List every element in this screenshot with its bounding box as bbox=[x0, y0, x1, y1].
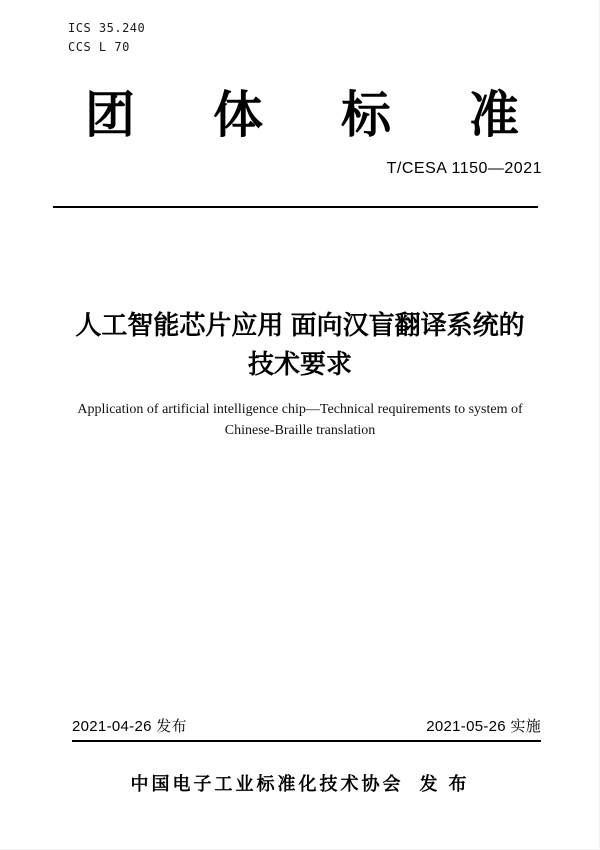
doc-type-char: 体 bbox=[213, 87, 263, 143]
doc-type-char: 准 bbox=[469, 87, 519, 143]
doc-type-char: 标 bbox=[341, 87, 391, 143]
ics-code: ICS 35.240 bbox=[68, 21, 146, 35]
document-title-en bbox=[0, 399, 600, 441]
document-title-en-line2: Chinese-Braille translation bbox=[224, 423, 376, 438]
doc-type-char: 团 bbox=[85, 87, 135, 143]
ccs-code: CCS L 70 bbox=[68, 40, 130, 54]
document-title-en-line1: Application of artificial intelligence chip—Technical requirements to system of bbox=[77, 402, 523, 417]
document-type-title bbox=[85, 88, 519, 143]
top-rule bbox=[53, 206, 538, 208]
standard-number: T/CESA 1150—2021 bbox=[386, 160, 542, 177]
document-title-zh bbox=[0, 306, 600, 384]
issue-date: 2021-04-26 发布 bbox=[72, 718, 187, 735]
document-title-zh-line1: 人工智能芯片应用 面向汉盲翻译系统的 bbox=[75, 310, 525, 340]
implementation-date: 2021-05-26 实施 bbox=[426, 718, 541, 735]
publisher-line bbox=[0, 770, 600, 796]
publisher-name: 中国电子工业标准化技术协会 bbox=[130, 774, 404, 794]
publish-label: 发 布 bbox=[419, 774, 470, 794]
bottom-rule bbox=[72, 740, 541, 742]
document-title-zh-line2: 技术要求 bbox=[247, 349, 352, 379]
classification-codes bbox=[68, 19, 145, 57]
